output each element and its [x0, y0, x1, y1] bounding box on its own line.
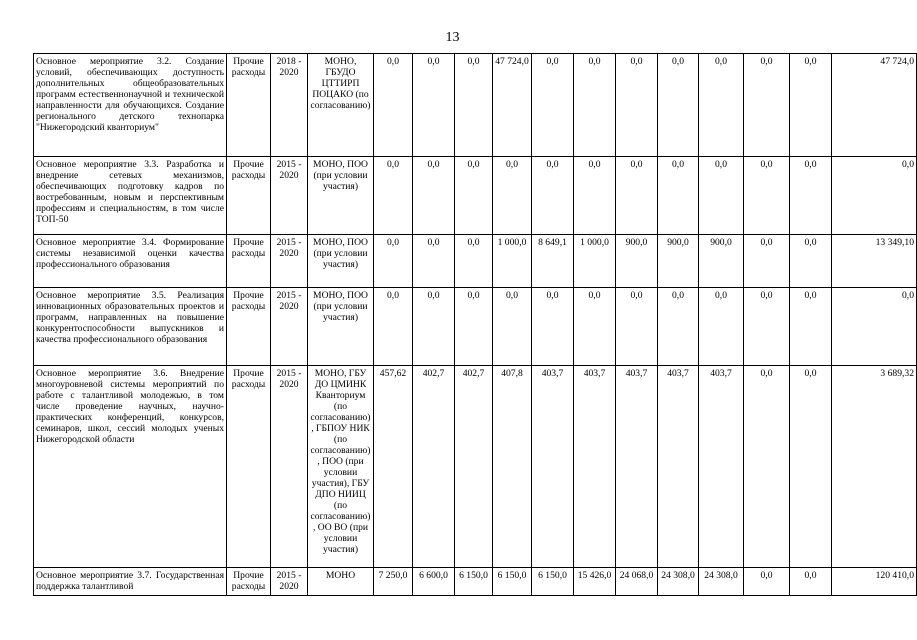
value-cell: 0,0	[374, 54, 413, 157]
value-cell: 0,0	[532, 54, 574, 157]
measure-description: Основное мероприятие 3.6. Внедрение многоуровневой системы мероприятий по работе с талантливой молодежью, в том числе проведение научных, научно-практических конференций, конкурсов, семинаров, школ, сессий молодых ученых Нижегородской области	[34, 366, 227, 568]
value-cell: 6 150,0	[532, 568, 574, 596]
value-cell: 900,0	[658, 235, 699, 288]
executor: МОНО, ГБУДО ЦТТИРП ПОЦАКО (по согласованию)	[308, 54, 374, 157]
period: 2018 - 2020	[271, 54, 308, 157]
value-cell: 0,0	[744, 235, 790, 288]
value-cell: 0,0	[790, 288, 832, 366]
value-cell: 0,0	[658, 54, 699, 157]
executor: МОНО	[308, 568, 374, 596]
value-cell: 6 600,0	[413, 568, 455, 596]
total-cell: 13 349,10	[832, 235, 917, 288]
value-cell: 402,7	[413, 366, 455, 568]
value-cell: 0,0	[413, 288, 455, 366]
executor: МОНО, ПОО (при условии участия)	[308, 157, 374, 235]
value-cell: 47 724,0	[493, 54, 532, 157]
executor: МОНО, ПОО (при условии участия)	[308, 235, 374, 288]
measure-description: Основное мероприятие 3.4. Формирование системы независимой оценки качества профессионального образования	[34, 235, 227, 288]
value-cell: 0,0	[790, 568, 832, 596]
total-cell: 120 410,0	[832, 568, 917, 596]
value-cell: 0,0	[699, 157, 744, 235]
value-cell: 0,0	[616, 288, 658, 366]
table-row	[34, 157, 917, 235]
value-cell: 6 150,0	[455, 568, 493, 596]
period: 2015 - 2020	[271, 288, 308, 366]
value-cell: 1 000,0	[493, 235, 532, 288]
value-cell: 0,0	[455, 157, 493, 235]
value-cell: 403,7	[616, 366, 658, 568]
value-cell: 0,0	[532, 157, 574, 235]
value-cell: 0,0	[699, 288, 744, 366]
total-cell: 3 689,32	[832, 366, 917, 568]
value-cell: 0,0	[574, 157, 616, 235]
value-cell: 0,0	[744, 288, 790, 366]
value-cell: 403,7	[574, 366, 616, 568]
value-cell: 0,0	[616, 157, 658, 235]
value-cell: 403,7	[658, 366, 699, 568]
executor: МОНО, ГБУ ДО ЦМИНК Кванториум (по согласованию), ГБПОУ НИК (по согласованию), ПОО (при условии участия), ГБУ ДПО НИИЦ (по согласованию), ОО ВО (при условии участия)	[308, 366, 374, 568]
value-cell: 0,0	[532, 288, 574, 366]
value-cell: 6 150,0	[493, 568, 532, 596]
total-cell: 47 724,0	[832, 54, 917, 157]
value-cell: 0,0	[374, 288, 413, 366]
value-cell: 457,62	[374, 366, 413, 568]
value-cell: 407,8	[493, 366, 532, 568]
value-cell: 0,0	[790, 54, 832, 157]
value-cell: 403,7	[532, 366, 574, 568]
value-cell: 0,0	[574, 288, 616, 366]
measure-description: Основное мероприятие 3.5. Реализация инновационных образовательных проектов и программ, направленных на повышение конкурентоспособности выпускников и качества профессионального образования	[34, 288, 227, 366]
value-cell: 402,7	[455, 366, 493, 568]
period: 2015 - 2020	[271, 568, 308, 596]
value-cell: 0,0	[574, 54, 616, 157]
value-cell: 15 426,0	[574, 568, 616, 596]
table-row	[34, 366, 917, 568]
value-cell: 0,0	[658, 157, 699, 235]
value-cell: 0,0	[413, 157, 455, 235]
measure-description: Основное мероприятие 3.3. Разработка и внедрение сетевых механизмов, обеспечивающих подготовку кадров по востребованным, новым и перспективным профессиям и специальностям, в том числе ТОП-50	[34, 157, 227, 235]
period: 2015 - 2020	[271, 366, 308, 568]
expense-type: Прочие расходы	[227, 235, 271, 288]
table-row	[34, 235, 917, 288]
value-cell: 8 649,1	[532, 235, 574, 288]
value-cell: 0,0	[374, 157, 413, 235]
value-cell: 0,0	[493, 288, 532, 366]
value-cell: 0,0	[374, 235, 413, 288]
table-row	[34, 288, 917, 366]
table-row	[34, 568, 917, 596]
period: 2015 - 2020	[271, 235, 308, 288]
value-cell: 0,0	[790, 157, 832, 235]
value-cell: 24 308,0	[699, 568, 744, 596]
value-cell: 0,0	[744, 54, 790, 157]
value-cell: 7 250,0	[374, 568, 413, 596]
value-cell: 24 068,0	[616, 568, 658, 596]
value-cell: 0,0	[790, 235, 832, 288]
value-cell: 0,0	[658, 288, 699, 366]
value-cell: 403,7	[699, 366, 744, 568]
total-cell: 0,0	[832, 288, 917, 366]
measure-description: Основное мероприятие 3.2. Создание условий, обеспечивающих доступность дополнительных общеобразовательных программ естественнонаучной и технической направленности для обучающихся. Создание регионального детского технопарка "Нижегородский кванториум"	[34, 54, 227, 157]
value-cell: 0,0	[413, 235, 455, 288]
value-cell: 0,0	[616, 54, 658, 157]
measure-description: Основное мероприятие 3.7. Государственная поддержка талантливой	[34, 568, 227, 596]
value-cell: 0,0	[455, 288, 493, 366]
table-row	[34, 54, 917, 157]
executor: МОНО, ПОО (при условии участия)	[308, 288, 374, 366]
period: 2015 - 2020	[271, 157, 308, 235]
page-number: 13	[445, 30, 460, 45]
value-cell: 0,0	[413, 54, 455, 157]
expense-type: Прочие расходы	[227, 54, 271, 157]
value-cell: 0,0	[744, 366, 790, 568]
total-cell: 0,0	[832, 157, 917, 235]
value-cell: 1 000,0	[574, 235, 616, 288]
budget-table	[33, 53, 917, 596]
value-cell: 0,0	[744, 157, 790, 235]
value-cell: 900,0	[616, 235, 658, 288]
expense-type: Прочие расходы	[227, 157, 271, 235]
value-cell: 0,0	[744, 568, 790, 596]
value-cell: 24 308,0	[658, 568, 699, 596]
value-cell: 0,0	[455, 235, 493, 288]
value-cell: 0,0	[455, 54, 493, 157]
expense-type: Прочие расходы	[227, 288, 271, 366]
value-cell: 0,0	[699, 54, 744, 157]
expense-type: Прочие расходы	[227, 366, 271, 568]
expense-type: Прочие расходы	[227, 568, 271, 596]
value-cell: 0,0	[493, 157, 532, 235]
value-cell: 900,0	[699, 235, 744, 288]
value-cell: 0,0	[790, 366, 832, 568]
